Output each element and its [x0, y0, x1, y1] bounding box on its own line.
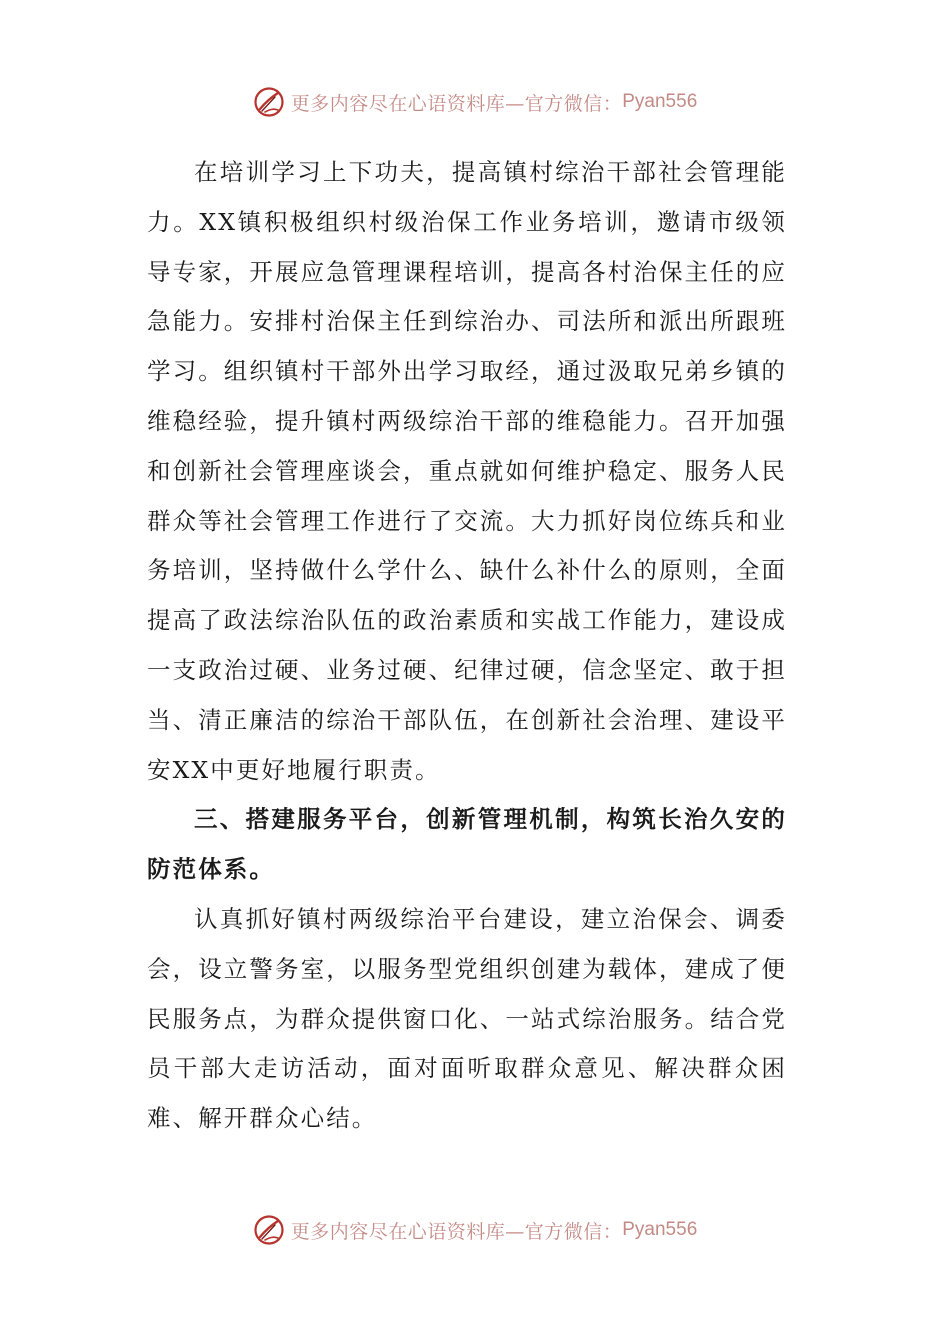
header-watermark	[0, 80, 950, 124]
body-paragraph: 在培训学习上下功夫，提高镇村综治干部社会管理能力。XX镇积极组织村级治保工作业务培训，邀请市级领导专家，开展应急管理课程培训，提高各村治保主任的应急能力。安排村治保主任到综治办、司法所和派出所跟班学习。组织镇村干部外出学习取经，通过汲取兄弟乡镇的维稳经验，提升镇村两级综治干部的维稳能力。召开加强和创新社会管理座谈会，重点就如何维护稳定、服务人民群众等社会管理工作进行了交流。大力抓好岗位练兵和业务培训，坚持做什么学什么、缺什么补什么的原则，全面提高了政法综治队伍的政治素质和实战工作能力，建设成一支政治过硬、业务过硬、纪律过硬，信念坚定、敢于担当、清正廉洁的综治干部队伍，在创新社会治理、建设平安XX中更好地履行职责。	[147, 158, 787, 784]
watermark-handle: Pyan556	[622, 1219, 698, 1240]
watermark-text: 更多内容尽在心语资料库—官方微信：	[290, 92, 623, 115]
document-body	[147, 148, 787, 1144]
section-heading: 三、搭建服务平台，创新管理机制，构筑长治久安的防范体系。	[147, 805, 787, 884]
watermark-text: 更多内容尽在心语资料库—官方微信：	[290, 1220, 623, 1243]
watermark-handle: Pyan556	[622, 91, 698, 112]
pen-logo-icon	[253, 1214, 285, 1246]
footer-watermark	[0, 1208, 950, 1252]
pen-logo-icon	[253, 86, 285, 118]
body-paragraph: 认真抓好镇村两级综治平台建设，建立治保会、调委会，设立警务室，以服务型党组织创建为载体，建成了便民服务点，为群众提供窗口化、一站式综治服务。结合党员干部大走访活动，面对面听取群众意见、解决群众困难、解开群众心结。	[147, 904, 787, 1133]
